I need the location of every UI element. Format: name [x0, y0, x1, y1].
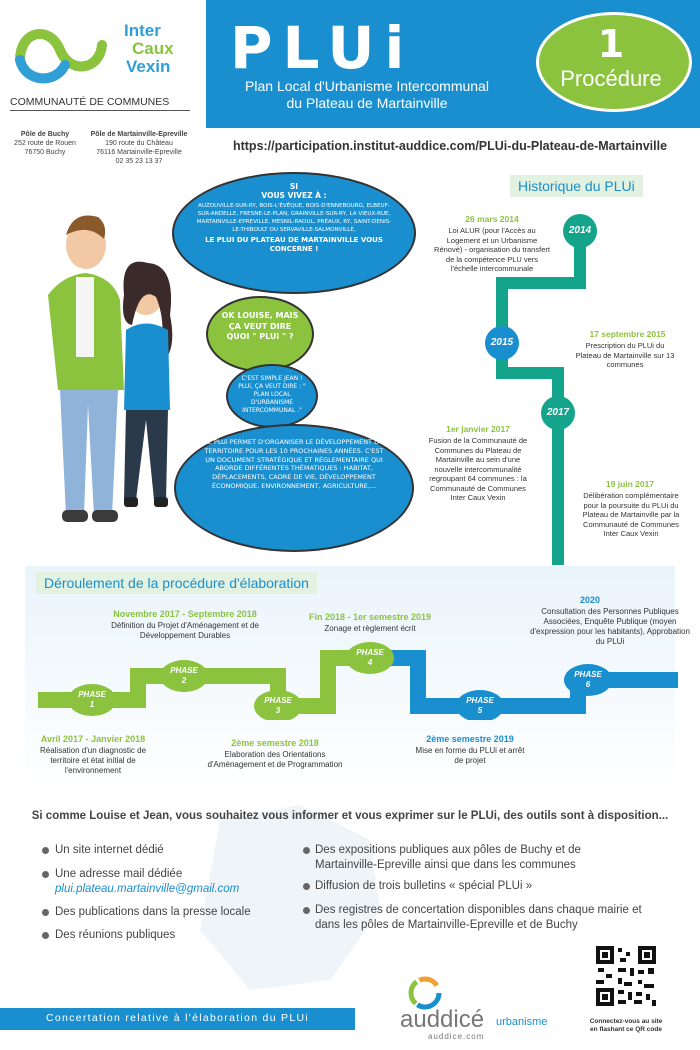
characters-illustration: [28, 205, 178, 535]
phase-3-text: Elaboration des Orientations d'Aménagement et de Programmation: [207, 750, 343, 769]
procedure-title: Déroulement de la procédure d'élaboration: [36, 572, 317, 594]
phase-4-text: Zonage et règlement écrit: [324, 624, 416, 633]
tool-press: Des publications dans la presse locale: [55, 906, 251, 918]
phase-5-marker: PHASE 5: [466, 696, 494, 715]
badge-label: Procédure: [560, 66, 662, 91]
phase-1-text: Réalisation d'un diagnostic de territoire et état initial de l'environnement: [39, 746, 147, 775]
year-2014: 2014: [568, 225, 592, 236]
participation-link[interactable]: https://participation.institut-auddice.com/PLUi-du-Plateau-de-Martainville: [232, 139, 668, 153]
territory-map-watermark: [180, 800, 400, 1000]
phase-4-date: Fin 2018 - 1er semestre 2019: [308, 612, 432, 622]
history-text-3: Fusion de la Communauté de Communes du Plateau de Martainville au sein d'une nouvelle intercommunalité regroupant 64 communes : la Communauté de Communes Inter Caux Vexin: [428, 436, 528, 502]
tool-meetings: Des réunions publiques: [55, 929, 176, 941]
history-date-2: 17 septembre 2015: [589, 329, 666, 339]
bullet-icon: [42, 932, 49, 939]
page-title: PLUi: [230, 14, 415, 82]
tool-email: Une adresse mail dédiée: [55, 868, 183, 880]
tool-bulletins: Diffusion de trois bulletins « spécial PLUi »: [315, 880, 533, 892]
year-2015: 2015: [490, 337, 514, 348]
logo-caux: Caux: [132, 39, 174, 58]
speech-bubble-communes: SI VOUS VIVEZ À : AUZOUVILLE-SUR-RY, BOIS-L'ÉVÊQUE, BOIS-D'ENNEBOURG, ELBEUF-SUR-ANDELLE, FRESNE-LE-PLAN, GRAINVILLE-SUR-RY, LA VIEUX-RUE, MARTAINVILLE-EPREVILLE, MESNIL-RAOUL, PRÉAUX, RY, SAINT-DENIS-LE-THIBOULT OU SERVAVILLE-SALMONVILLE, LE PLUI DU PLATEAU DE MARTAINVILLE VOUS CONCERNE !: [172, 172, 416, 294]
bullet-icon: [42, 871, 49, 878]
logo-vexin: Vexin: [126, 57, 171, 76]
bullet-icon: [303, 847, 310, 854]
logo-area: [0, 0, 200, 128]
tools-intro: Si comme Louise et Jean, vous souhaitez vous informer et vous exprimer sur le PLUi, des outils sont à disposition...: [31, 810, 669, 822]
history-date-4: 19 juin 2017: [605, 479, 655, 489]
intercaux-logo-icon: [10, 20, 110, 90]
qr-code-icon[interactable]: [594, 944, 658, 1008]
phase-2-marker: PHASE 2: [170, 666, 198, 685]
history-date-1: 26 mars 2014: [465, 214, 519, 224]
bullet-icon: [303, 907, 310, 914]
pole-buchy: Pôle de Buchy 252 route de Rouen 76750 Buchy: [14, 131, 76, 156]
bullet-icon: [303, 883, 310, 890]
badge-number: 1: [597, 22, 625, 66]
phase-3-marker: PHASE 3: [264, 696, 292, 715]
phase-1-marker: PHASE 1: [78, 690, 106, 709]
pole-martainville: Pôle de Martainville-Epreville 190 route du Château 76116 Martainville-Epreville 02 35 23 13 37: [90, 131, 188, 165]
speech-bubble-explanation: LE PLUi PERMET D'ORGANISER LE DÉVELOPPEMENT DU TERRITOIRE POUR LES 10 PROCHAINES ANNÉES. C'EST UN DOCUMENT STRATÉGIQUE ET RÉGLEMENTAIRE QUI ABORDE DIFFÉRENTES THÉMATIQUES : HABITAT, DÉPLACEMENTS, CADRE DE VIE, DÉVELOPPEMENT ÉCONOMIQUE, ENVIRONNEMENT, AGRICULTURE,...: [174, 424, 414, 552]
footer-text: Concertation relative à l'élaboration du PLUi: [45, 1012, 310, 1024]
phase-4-marker: PHASE 4: [356, 648, 384, 667]
phase-2-date: Novembre 2017 - Septembre 2018: [113, 609, 257, 619]
speech-bubble-question: OK LOUISE, MAIS ÇA VEUT DIRE QUOI " PLUi " ?: [206, 296, 314, 372]
history-text-1: Loi ALUR (pour l'Accès au Logement et un Urbanisme Rénové) - organisation du transfert de la compétence PLU vers l'échelle intercommunale: [434, 226, 550, 273]
auddice-sub: urbanisme: [496, 1016, 548, 1028]
auddice-site: auddice.com: [428, 1032, 485, 1041]
phase-5-text: Mise en forme du PLUi et arrêt de projet: [415, 746, 525, 765]
speech-bubble-definition: C'EST SIMPLE JEAN ! PLUi, ÇA VEUT DIRE : " PLAN LOCAL D'URBANISME INTERCOMMUNAL .": [226, 364, 318, 428]
history-date-3: 1er janvier 2017: [446, 424, 510, 434]
auddice-name: auddicé: [400, 1006, 485, 1033]
bullet-icon: [42, 909, 49, 916]
logo-inter: Inter: [124, 21, 161, 40]
phase-6-text: Consultation des Personnes Publiques Associées, Enquête Publique (moyen d'expression pour les habitants), Approbation du PLUi: [530, 607, 690, 646]
phase-1-date: Avril 2017 - Janvier 2018: [40, 734, 146, 744]
year-2017: 2017: [546, 407, 570, 418]
tool-email-address[interactable]: plui.plateau.martainville@gmail.com: [55, 883, 240, 895]
history-text-4: Délibération complémentaire pour la poursuite du PLUi du Plateau de Martainville par la Communauté de Communes Inter Caux Vexin: [582, 491, 680, 538]
tool-registers: Des registres de concertation disponibles dans chaque mairie et dans les pôles de Martainville-Epreville et de Buchy: [315, 904, 642, 931]
bullet-icon: [42, 847, 49, 854]
tool-website: Un site internet dédié: [55, 844, 164, 856]
phase-5-date: 2ème semestre 2019: [426, 734, 514, 744]
history-title: Historique du PLUi: [510, 175, 643, 197]
logo-org: COMMUNAUTÉ DE COMMUNES: [10, 96, 190, 111]
phase-3-date: 2ème semestre 2018: [231, 738, 319, 748]
tool-exhibitions: Des expositions publiques aux pôles de Buchy et de Martainville-Epreville ainsi que dans les communes: [315, 844, 581, 871]
history-text-2: Prescription du PLUi du Plateau de Martainville sur 13 communes: [575, 341, 675, 369]
phase-2-text: Définition du Projet d'Aménagement et de Développement Durables: [111, 621, 259, 640]
page-subtitle: Plan Local d'Urbanisme Intercommunal du Plateau de Martainville: [245, 78, 489, 111]
phase-6-date: 2020: [579, 595, 601, 605]
phase-6-marker: PHASE 6: [574, 670, 602, 689]
qr-caption: Connectez-vous au site en flashant ce QR code: [589, 1018, 663, 1033]
